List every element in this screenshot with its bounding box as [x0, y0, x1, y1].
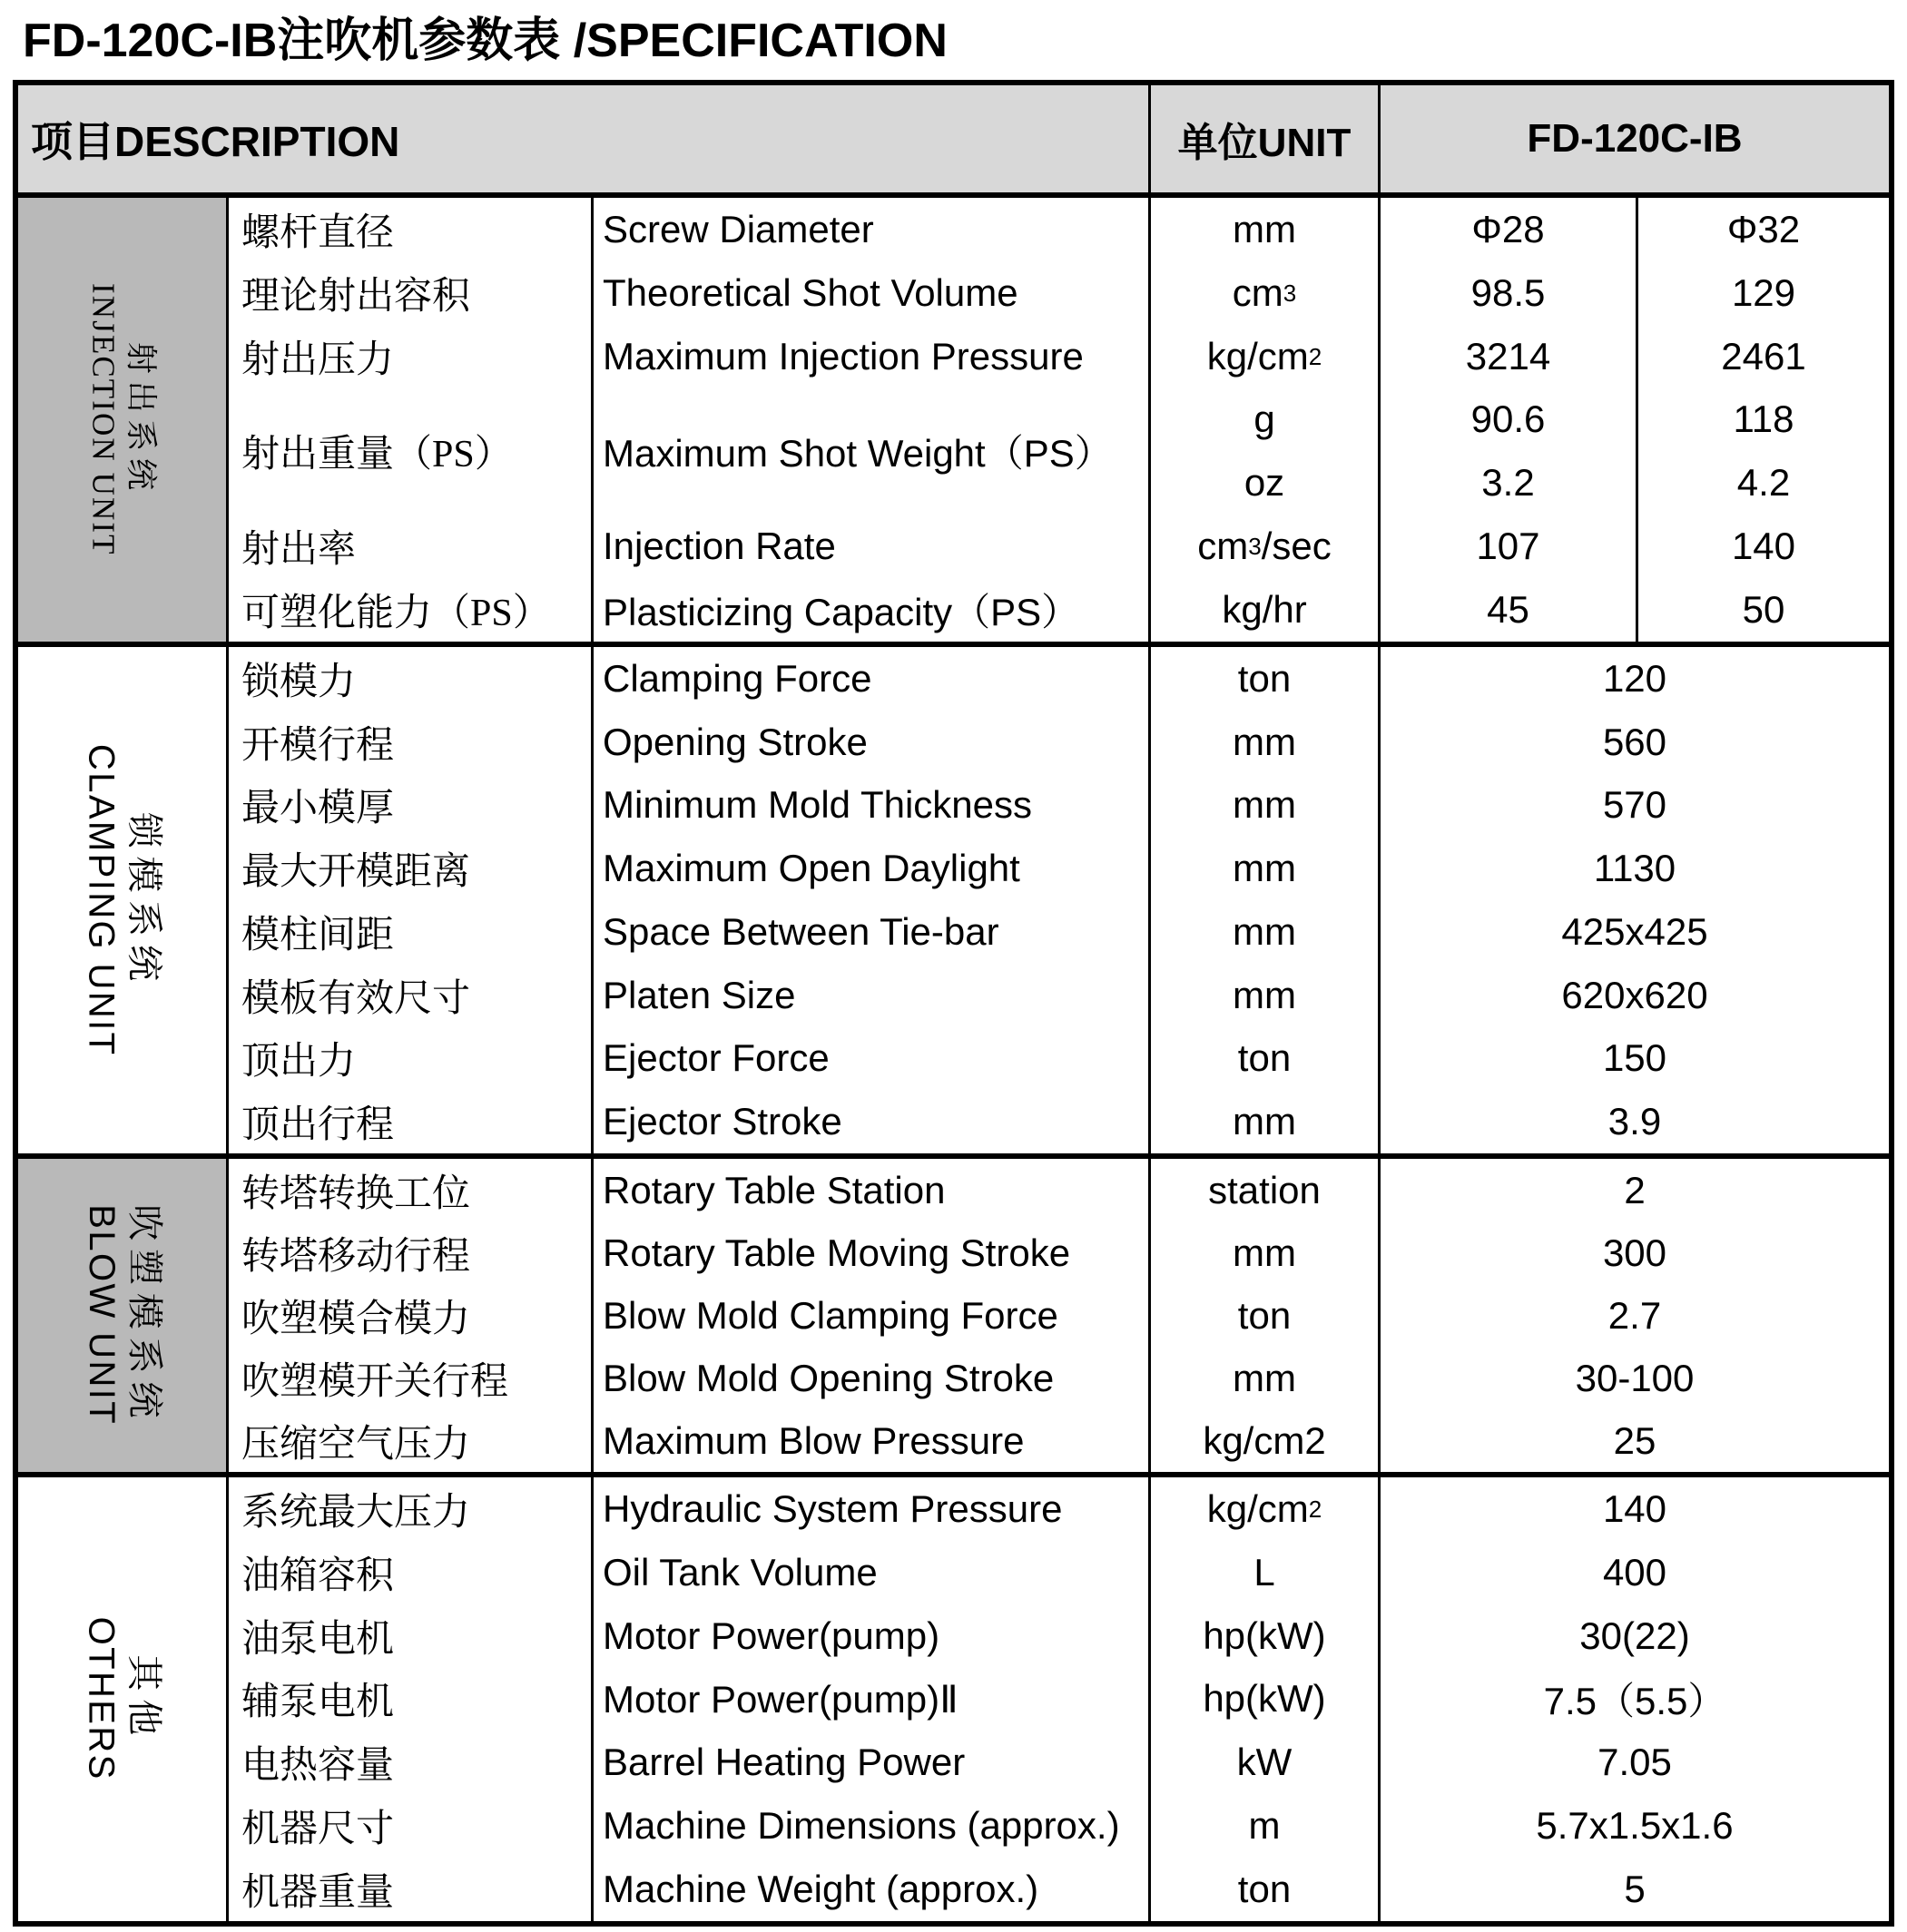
value-cell: 140: [1378, 1477, 1889, 1541]
row-label-zh: 辅泵电机: [226, 1668, 591, 1731]
unit-cell: g: [1148, 388, 1378, 452]
unit-cell: kW: [1148, 1731, 1378, 1794]
row-label-en: Barrel Heating Power: [591, 1731, 1148, 1794]
unit-cell: station: [1148, 1159, 1378, 1221]
row-label-en: Space Between Tie-bar: [591, 900, 1148, 964]
value-cell-2: 4.2: [1636, 451, 1889, 515]
row-label-zh: 可塑化能力（PS）: [226, 578, 591, 642]
section-clamping: [18, 642, 1889, 1153]
unit-cell: mm: [1148, 1090, 1378, 1153]
unit-cell: cm 3 /sec: [1148, 515, 1378, 578]
section-label-clamping: [18, 647, 226, 1153]
row-label-en: Screw Diameter: [591, 198, 1148, 261]
row-label-zh: 转塔转换工位: [226, 1159, 591, 1221]
spec-table: [13, 80, 1894, 1927]
value-cell: 400: [1378, 1541, 1889, 1604]
header-unit: 单位UNIT: [1148, 85, 1378, 192]
row-label-en: Maximum Injection Pressure: [591, 325, 1148, 388]
unit-cell: m: [1148, 1794, 1378, 1858]
unit-cell: mm: [1148, 1347, 1378, 1409]
row-label-en: Injection Rate: [591, 515, 1148, 578]
row-label-zh: 模柱间距: [226, 900, 591, 964]
row-label-en: Plasticizing Capacity（PS）: [591, 578, 1148, 642]
unit-cell: ton: [1148, 1284, 1378, 1347]
row-label-zh: 锁模力: [226, 647, 591, 711]
unit-cell: ton: [1148, 647, 1378, 711]
row-label-zh: 机器尺寸: [226, 1794, 591, 1858]
row-label-zh: 模板有效尺寸: [226, 964, 591, 1027]
unit-cell: mm: [1148, 198, 1378, 261]
unit-cell: kg/cm2: [1148, 1409, 1378, 1472]
row-label-zh: 开模行程: [226, 711, 591, 774]
value-cell-1: 90.6: [1378, 388, 1636, 452]
table-header-row: [18, 85, 1889, 192]
value-cell-1: 98.5: [1378, 261, 1636, 325]
value-cell-1: Φ28: [1378, 198, 1636, 261]
section-injection: [18, 192, 1889, 642]
unit-cell: mm: [1148, 774, 1378, 838]
row-label-en: Oil Tank Volume: [591, 1541, 1148, 1604]
page-title: FD-120C-IB注吹机参数表 /SPECIFICATION: [23, 15, 948, 67]
value-cell: 30(22): [1378, 1604, 1889, 1668]
value-cell: 5: [1378, 1858, 1889, 1921]
value-cell-2: 50: [1636, 578, 1889, 642]
value-cell: 7.05: [1378, 1731, 1889, 1794]
section-label-zh: 射出系统: [123, 342, 159, 497]
row-label-zh: 理论射出容积: [226, 261, 591, 325]
row-label-zh: 转塔移动行程: [226, 1221, 591, 1284]
row-label-en: Rotary Table Moving Stroke: [591, 1221, 1148, 1284]
row-label-en: Opening Stroke: [591, 711, 1148, 774]
value-cell-1: 3214: [1378, 325, 1636, 388]
row-label-zh: 射出率: [226, 515, 591, 578]
value-cell: 5.7x1.5x1.6: [1378, 1794, 1889, 1858]
unit-cell: hp(kW): [1148, 1668, 1378, 1731]
row-label-zh: 吹塑模合模力: [226, 1284, 591, 1347]
unit-cell: kg/hr: [1148, 578, 1378, 642]
section-label-zh: 吹塑模系统: [123, 1204, 164, 1427]
unit-cell: oz: [1148, 451, 1378, 515]
value-cell-2: 140: [1636, 515, 1889, 578]
section-label-zh: 其他: [123, 1654, 164, 1744]
row-label-en: Hydraulic System Pressure: [591, 1477, 1148, 1541]
value-cell: 425x425: [1378, 900, 1889, 964]
row-label-en: Clamping Force: [591, 647, 1148, 711]
unit-cell: L: [1148, 1541, 1378, 1604]
row-label-en: Blow Mold Clamping Force: [591, 1284, 1148, 1347]
value-cell-2: 118: [1636, 388, 1889, 452]
section-blow: [18, 1153, 1889, 1472]
value-cell-2: 129: [1636, 261, 1889, 325]
row-label-zh: 电热容量: [226, 1731, 591, 1794]
row-label-en: Maximum Shot Weight（PS）: [591, 388, 1148, 515]
section-label-en: OTHERS: [81, 1616, 122, 1782]
row-label-en: Theoretical Shot Volume: [591, 261, 1148, 325]
value-cell-1: 107: [1378, 515, 1636, 578]
row-label-zh: 顶出行程: [226, 1090, 591, 1153]
row-label-zh: 最大开模距离: [226, 837, 591, 900]
section-label-zh: 锁模系统: [123, 811, 164, 989]
row-label-zh: 顶出力: [226, 1027, 591, 1091]
row-label-en: Maximum Blow Pressure: [591, 1409, 1148, 1472]
section-label-en: INJECTION UNIT: [85, 283, 122, 556]
value-cell: 1130: [1378, 837, 1889, 900]
unit-cell: ton: [1148, 1027, 1378, 1091]
row-label-en: Rotary Table Station: [591, 1159, 1148, 1221]
value-cell: 30-100: [1378, 1347, 1889, 1409]
unit-cell: ton: [1148, 1858, 1378, 1921]
value-cell-2: Φ32: [1636, 198, 1889, 261]
sections: [18, 192, 1889, 1921]
section-label-blow: [18, 1159, 226, 1472]
unit-cell: mm: [1148, 837, 1378, 900]
row-label-zh: 射出重量（PS）: [226, 388, 591, 515]
unit-cell: mm: [1148, 964, 1378, 1027]
section-label-injection: [18, 198, 226, 642]
row-label-zh: 机器重量: [226, 1858, 591, 1921]
value-cell: 120: [1378, 647, 1889, 711]
header-description: 项目DESCRIPTION: [31, 118, 400, 165]
unit-cell: mm: [1148, 1221, 1378, 1284]
value-cell-1: 45: [1378, 578, 1636, 642]
unit-cell: kg/cm 2: [1148, 1477, 1378, 1541]
section-label-others: [18, 1477, 226, 1921]
section-label-en: CLAMPING UNIT: [81, 743, 122, 1057]
unit-cell: cm 3: [1148, 261, 1378, 325]
value-cell: 570: [1378, 774, 1889, 838]
value-cell: 2: [1378, 1159, 1889, 1221]
unit-cell: kg/cm 2: [1148, 325, 1378, 388]
row-label-zh: 压缩空气压力: [226, 1409, 591, 1472]
row-label-en: Machine Dimensions (approx.): [591, 1794, 1148, 1858]
value-cell: 150: [1378, 1027, 1889, 1091]
value-cell: 2.7: [1378, 1284, 1889, 1347]
row-label-en: Ejector Stroke: [591, 1090, 1148, 1153]
row-label-zh: 螺杆直径: [226, 198, 591, 261]
unit-cell: mm: [1148, 711, 1378, 774]
unit-cell: mm: [1148, 900, 1378, 964]
value-cell: 25: [1378, 1409, 1889, 1472]
value-cell: 300: [1378, 1221, 1889, 1284]
section-others: [18, 1472, 1889, 1921]
row-label-en: Motor Power(pump)Ⅱ: [591, 1668, 1148, 1731]
row-label-zh: 吹塑模开关行程: [226, 1347, 591, 1409]
row-label-zh: 油箱容积: [226, 1541, 591, 1604]
row-label-zh: 最小模厚: [226, 774, 591, 838]
row-label-en: Platen Size: [591, 964, 1148, 1027]
unit-cell: hp(kW): [1148, 1604, 1378, 1668]
row-label-zh: 射出压力: [226, 325, 591, 388]
row-label-en: Blow Mold Opening Stroke: [591, 1347, 1148, 1409]
row-label-en: Machine Weight (approx.): [591, 1858, 1148, 1921]
value-cell-2: 2461: [1636, 325, 1889, 388]
value-cell: 7.5（5.5）: [1378, 1668, 1889, 1731]
row-label-en: Maximum Open Daylight: [591, 837, 1148, 900]
value-cell-1: 3.2: [1378, 451, 1636, 515]
row-label-zh: 系统最大压力: [226, 1477, 591, 1541]
value-cell: 3.9: [1378, 1090, 1889, 1153]
row-label-en: Ejector Force: [591, 1027, 1148, 1091]
row-label-en: Motor Power(pump): [591, 1604, 1148, 1668]
row-label-en: Minimum Mold Thickness: [591, 774, 1148, 838]
value-cell: 620x620: [1378, 964, 1889, 1027]
row-label-zh: 油泵电机: [226, 1604, 591, 1668]
value-cell: 560: [1378, 711, 1889, 774]
header-model: FD-120C-IB: [1378, 85, 1889, 192]
section-label-en: BLOW UNIT: [81, 1204, 122, 1427]
